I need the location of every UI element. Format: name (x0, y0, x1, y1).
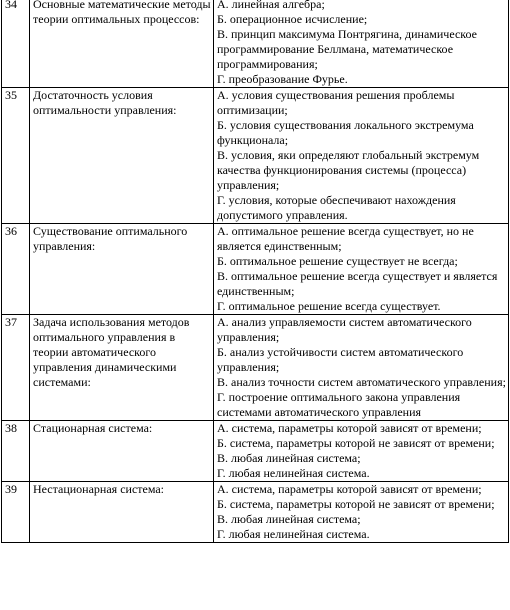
answer-options (214, 482, 509, 543)
question-number: 38 (2, 421, 30, 482)
question-text: Существование оптимального управления: (30, 224, 214, 315)
question-number: 36 (2, 224, 30, 315)
question-number: 35 (2, 88, 30, 224)
answer-option-d: Г. любая нелинейная система. (217, 466, 370, 480)
table-row (2, 224, 509, 315)
question-text: Нестационарная система: (30, 482, 214, 543)
answer-option-a: А. анализ управляемости систем автоматического управления; (217, 315, 472, 344)
answer-options (214, 224, 509, 315)
answer-option-c: В. принцип максимума Понтрягина, динамическое программирование Беллмана, математическое программирования; (217, 27, 477, 71)
answer-options (214, 0, 509, 88)
questions-table (1, 0, 509, 543)
answer-option-b: Б. операционное исчисление; (217, 12, 368, 26)
question-text: Достаточность условия оптимальности управления: (30, 88, 214, 224)
answer-option-c: В. анализ точности систем автоматического управления; (217, 375, 506, 389)
answer-option-b: Б. система, параметры которой не зависят от времени; (217, 436, 495, 450)
answer-option-a: А. линейная алгебра; (217, 0, 325, 11)
answer-option-a: А. система, параметры которой зависят от времени; (217, 421, 482, 435)
answer-option-b: Б. оптимальное решение существует не всегда; (217, 254, 458, 268)
answer-option-c: В. любая линейная система; (217, 512, 361, 526)
answer-options (214, 315, 509, 421)
answer-option-b: Б. анализ устойчивости систем автоматического управления; (217, 345, 464, 374)
answer-option-d: Г. оптимальное решение всегда существует. (217, 299, 441, 313)
question-number: 39 (2, 482, 30, 543)
table-row (2, 88, 509, 224)
question-text: Задача использования методов оптимального управления в теории автоматического управления динамическими системами: (30, 315, 214, 421)
question-text: Основные математические методы теории оптимальных процессов: (30, 0, 214, 88)
answer-options (214, 88, 509, 224)
answer-option-c: В. условия, яки определяют глобальный экстремум качества функционирования системы (процесса) управления; (217, 148, 480, 192)
question-number: 37 (2, 315, 30, 421)
table-row (2, 482, 509, 543)
answer-option-a: А. оптимальное решение всегда существует, но не является единственным; (217, 224, 474, 253)
question-number: 34 (2, 0, 30, 88)
answer-option-b: Б. условия существования локального экстремума функционала; (217, 118, 474, 147)
answer-option-c: В. оптимальное решение всегда существует и является единственным; (217, 269, 498, 298)
answer-option-d: Г. любая нелинейная система. (217, 527, 370, 541)
answer-option-b: Б. система, параметры которой не зависят от времени; (217, 497, 495, 511)
answer-option-a: А. условия существования решения проблемы оптимизации; (217, 88, 455, 117)
answer-options (214, 421, 509, 482)
table-row (2, 0, 509, 88)
answer-option-c: В. любая линейная система; (217, 451, 361, 465)
answer-option-a: А. система, параметры которой зависят от времени; (217, 482, 482, 496)
table-row (2, 421, 509, 482)
table-row (2, 315, 509, 421)
question-text: Стационарная система: (30, 421, 214, 482)
answer-option-d: Г. построение оптимального закона управления системами автоматического управления (217, 390, 461, 419)
answer-option-d: Г. преобразование Фурье. (217, 72, 348, 86)
answer-option-d: Г. условия, которые обеспечивают нахождения допустимого управления. (217, 193, 456, 222)
